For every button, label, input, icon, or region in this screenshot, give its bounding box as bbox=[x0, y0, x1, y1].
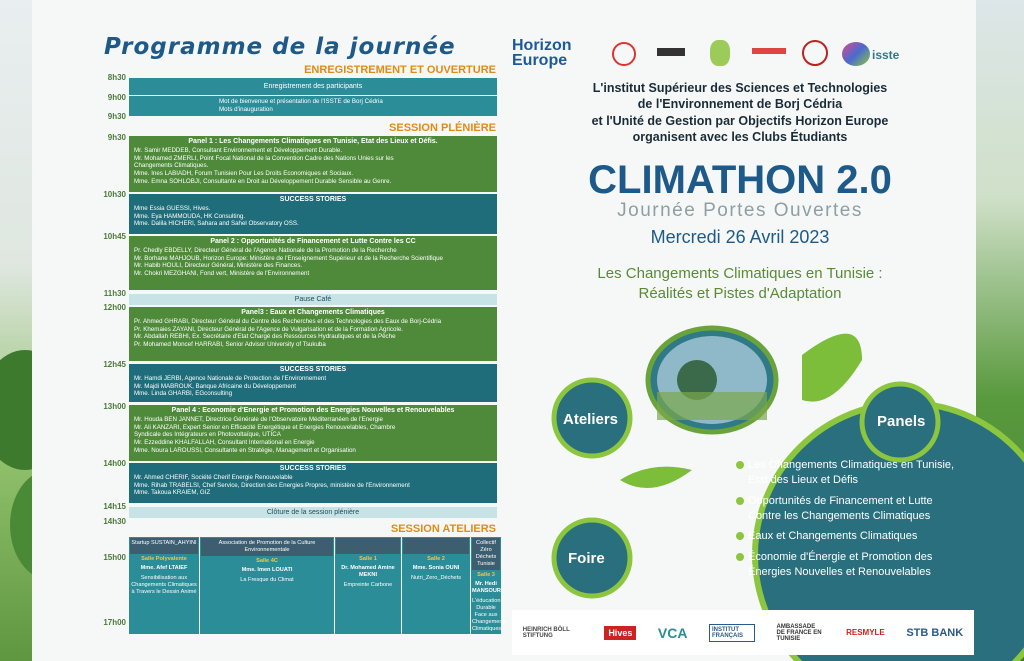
foire-label: Foire bbox=[568, 550, 605, 567]
isste-emblem bbox=[842, 42, 870, 66]
panel2-title: Panel 2 : Opportunités de Financement et Lutte Contre les CC bbox=[210, 238, 416, 245]
time-label: 10h30 bbox=[103, 190, 126, 199]
panel1-block bbox=[129, 136, 497, 192]
leaf-decoration bbox=[620, 467, 692, 488]
panel3-block bbox=[129, 307, 497, 361]
event-date: Mercredi 26 Avril 2023 bbox=[650, 227, 830, 247]
welcome-block bbox=[129, 96, 497, 116]
section-ateliers: SESSION ATELIERS bbox=[390, 523, 496, 535]
partner-logos-top bbox=[512, 38, 952, 72]
speaker-line: Mme. Emna SOHLOBJI, Consultante en Droit au Développement Durable Sensible au Genre. bbox=[134, 177, 392, 185]
speaker-line: Pr. Ahmed GHRABI, Directeur Général du Centre des Recherches et des Technologies des Eaux de Borj-Cédria bbox=[134, 317, 442, 325]
organiser-line: et l'Unité de Gestion par Objectifs Horizon Europe bbox=[591, 113, 889, 128]
atelier-column bbox=[335, 537, 401, 634]
atelier-topic: Nutri_Zero_Déchets bbox=[410, 574, 462, 581]
sponsor-logo: Hives bbox=[604, 626, 636, 640]
speaker-line: Mme. Ines LABIADH, Forum Tunisien Pour Les Droits Economiques et Sociaux. bbox=[134, 170, 354, 177]
time-label: 12h00 bbox=[103, 303, 126, 312]
speaker-line: Mr. Houda BEN JANNET, Directrice Générale de l'Observatoire Méditerranéen de l'Energie bbox=[134, 415, 383, 423]
poster bbox=[32, 0, 976, 661]
speaker-line: Mr. Habib HOULI, Directeur Général, Ministère des Finances. bbox=[134, 262, 303, 270]
atelier-org: Association de Promotion de la Culture Environnementale bbox=[201, 538, 333, 556]
isste-logo: isste bbox=[872, 48, 900, 62]
section-pleniere: SESSION PLÉNIÈRE bbox=[389, 122, 496, 134]
atelier-column bbox=[402, 537, 470, 634]
horizon-europe-logo: Horizon Europe bbox=[512, 37, 572, 70]
time-label: 11h30 bbox=[103, 289, 126, 298]
success-stories-3 bbox=[129, 463, 497, 503]
cloture-text: Clôture de la session plénière bbox=[266, 509, 360, 516]
section-registration: ENREGISTREMENT ET OUVERTURE bbox=[304, 64, 496, 76]
panel-list-item: Eaux et Changements Climatiques bbox=[736, 529, 966, 544]
sponsor-logo: AMBASSADE DE FRANCE EN TUNISIE bbox=[776, 623, 822, 642]
sponsor-logo: VCA bbox=[657, 624, 688, 641]
atelier-speaker: Mme. Afef LTAIEF bbox=[140, 564, 188, 571]
organisers-text bbox=[510, 80, 970, 145]
cloture-block bbox=[129, 507, 497, 518]
pause-block bbox=[129, 294, 497, 305]
registration-text: Enregistrement des participants bbox=[263, 83, 363, 90]
event-theme bbox=[510, 264, 970, 303]
organiser-line: de l'Environnement de Borj Cédria bbox=[637, 97, 843, 112]
speaker-line: Pr. Chedly EBDELLY, Directeur Général de l'Agence Nationale de la Promotion de la Recherche bbox=[134, 246, 397, 254]
success-stories-title: SUCCESS STORIES bbox=[279, 465, 347, 472]
sponsor-logo: RESMYLE bbox=[846, 628, 885, 637]
ateliers-label: Ateliers bbox=[563, 411, 619, 428]
success-stories-1 bbox=[129, 194, 497, 234]
partner-logo bbox=[802, 40, 828, 66]
speaker-line: Mr. Samir MEDDEB, Consultant Environnement et Développement Durable. bbox=[134, 146, 343, 154]
panel4-block bbox=[129, 405, 497, 461]
speaker-line: Mr. Hamdi JERBI, Agence Nationale de Protection de l'Environnement bbox=[134, 374, 327, 382]
atelier-org bbox=[336, 538, 400, 554]
atelier-speaker: Dr. Mohamed Amine MEKNI bbox=[341, 564, 395, 578]
atelier-room: Salle Polyvalente bbox=[141, 556, 187, 562]
sponsor-logos bbox=[512, 610, 974, 655]
atelier-org bbox=[403, 538, 469, 554]
sponsor-logo: HEINRICH BÖLL STIFTUNG bbox=[522, 626, 570, 639]
atelier-speaker: Mme. Sonia OUNI bbox=[412, 564, 460, 571]
theme-line: Les Changements Climatiques en Tunisie : bbox=[597, 265, 883, 282]
event-name: CLIMATHON 2.0 bbox=[588, 158, 892, 202]
sponsor-logo: STB BANK bbox=[906, 626, 964, 639]
grass-image bbox=[657, 392, 767, 420]
programme-column bbox=[32, 0, 507, 661]
speaker-line: Mme Essia GUESSI, Hives. bbox=[134, 204, 211, 212]
atelier-column bbox=[200, 537, 334, 634]
speaker-line: Changements Climatiques. bbox=[134, 162, 209, 170]
atelier-column bbox=[129, 537, 199, 634]
atelier-speaker: Mr. Hedi MANSOUR bbox=[472, 580, 501, 594]
atelier-column bbox=[471, 537, 507, 634]
speaker-line: Syndicale des Intégrateurs en Photovoltaïque, UTICA bbox=[134, 431, 281, 439]
programme-title: Programme de la journée bbox=[104, 34, 456, 60]
atelier-topic: Sensibilisation aux Changements Climatiques à Travers le Dessin Animé bbox=[131, 574, 197, 595]
speaker-line: Mr. Ezzeddine KHALFALLAH, Consultant International en Energie bbox=[134, 439, 315, 446]
panel3-title: Panel3 : Eaux et Changements Climatiques bbox=[241, 309, 385, 316]
panels-list bbox=[736, 458, 966, 586]
time-label: 9h00 bbox=[107, 93, 126, 102]
atelier-room: Salle 4C bbox=[256, 557, 278, 564]
time-label: 14h30 bbox=[103, 517, 126, 526]
ateliers-grid bbox=[129, 537, 507, 632]
speaker-line: Mr. Chokri MEZGHANI, Fond vert, Ministère de l'Environnement bbox=[134, 270, 310, 277]
panel2-block bbox=[129, 236, 497, 290]
speaker-line: Mme. Dalila HICHERI, Sahara and Sahel Observatory OSS. bbox=[134, 220, 299, 228]
atelier-org: Collectif Zéro Déchets Tunisie bbox=[472, 538, 500, 570]
speaker-line: Pr. Khemaies ZAYANI, Directeur Général de l'Agence de Vulgarisation et de la Formation Agricole. bbox=[134, 325, 403, 333]
success-stories-title: SUCCESS STORIES bbox=[279, 196, 347, 203]
time-label: 17h00 bbox=[103, 618, 126, 627]
atelier-room: Salle 2 bbox=[427, 556, 445, 562]
speaker-line: Mr. Borhane MAHJOUB, Horizon Europe: Ministère de l'Enseignement Supérieur et de la Recherche Scientifique bbox=[134, 254, 443, 262]
partner-logo bbox=[710, 40, 730, 66]
time-label: 14h00 bbox=[103, 459, 126, 468]
partner-logo bbox=[657, 48, 685, 56]
time-label: 9h30 bbox=[107, 112, 126, 121]
time-label: 12h45 bbox=[103, 360, 126, 369]
atelier-topic: L'éducation Durable Face aux Changements Climatiques bbox=[472, 597, 507, 632]
time-label: 10h45 bbox=[103, 232, 126, 241]
organiser-line: organisent avec les Clubs Étudiants bbox=[632, 129, 848, 144]
time-label: 9h30 bbox=[107, 133, 126, 142]
leaf-decoration bbox=[802, 334, 862, 402]
time-label: 13h00 bbox=[103, 402, 126, 411]
speaker-line: Mme. Rihab TRABELSI, Chef Service, Direction des Energies Propres, ministère de l'Environnement bbox=[134, 481, 410, 489]
event-subtitle: Journée Portes Ouvertes bbox=[617, 200, 863, 221]
speaker-line: Pr. Mohamed Moncef HARRABI, Senior Advisor University of Tsukuba bbox=[134, 341, 326, 348]
atelier-room: Salle 1 bbox=[359, 556, 377, 562]
success-stories-2 bbox=[129, 364, 497, 402]
success-stories-title: SUCCESS STORIES bbox=[279, 366, 347, 373]
speaker-line: Mr. Abdallah REBHI, Ex. Secrétaire d'Etat Chargé des Ressources Hydrauliques et de la Pêche bbox=[134, 333, 396, 341]
partner-logo bbox=[752, 48, 786, 54]
speaker-line: Mme. Linda GHARBI, EGconsulting bbox=[134, 390, 233, 398]
time-label: 15h00 bbox=[103, 553, 126, 562]
speaker-line: Mr. Ali KANZARI, Expert Senior en Efficacité Energétique et Energies Renouvelables, Chambre bbox=[134, 423, 396, 431]
pause-text: Pause Café bbox=[294, 296, 332, 303]
speaker-line: Mr. Majdi MABROUK, Banque Africaine du Développement bbox=[134, 382, 296, 390]
panel-list-item: Opportunités de Financement et Lutte Contre les Changements Climatiques bbox=[736, 494, 966, 524]
theme-line: Réalités et Pistes d'Adaptation bbox=[638, 284, 842, 302]
atelier-topic: La Fresque du Climat bbox=[240, 576, 294, 583]
panel-list-item: Les Changements Climatiques en Tunisie, Etat des Lieux et Défis bbox=[736, 458, 966, 488]
speaker-line: Mme. Takoua KRAIEM, GIZ bbox=[134, 489, 211, 497]
welcome-line: Mots d'inauguration bbox=[219, 105, 273, 113]
atelier-org: Startup SUSTAIN_AHYINI bbox=[130, 538, 198, 554]
panel1-title: Panel 1 : Les Changements Climatiques en Tunisie, Etat des Lieux et Défis. bbox=[188, 138, 438, 145]
atelier-topic: Empreinte Carbone bbox=[343, 581, 393, 588]
speaker-line: Mme. Eya HAMMOUDA, HK Consulting. bbox=[134, 212, 246, 220]
organiser-line: L'institut Supérieur des Sciences et Technologies bbox=[592, 81, 888, 95]
speaker-line: Mr. Mohamed ZMERLI, Point Focal National de la Convention Cadre des Nations Unies sur les bbox=[134, 154, 394, 162]
time-label: 14h15 bbox=[103, 502, 126, 511]
panel-list-item: Économie d'Énergie et Promotion des Énergies Nouvelles et Renouvelables bbox=[736, 550, 966, 580]
panels-label: Panels bbox=[877, 413, 926, 430]
partner-logo bbox=[612, 42, 636, 66]
speaker-line: Mme. Noura LAROUSSI, Consultante en Stratégie, Management et Organisation bbox=[134, 446, 356, 454]
speaker-line: Mr. Ahmed CHERIF, Société Cherif Energie Renouvelable bbox=[134, 473, 293, 481]
registration-block bbox=[129, 78, 497, 95]
panel4-title: Panel 4 : Economie d'Energie et Promotion des Energies Nouvelles et Renouvelables bbox=[171, 407, 455, 414]
sponsor-logo: INSTITUT FRANÇAIS bbox=[709, 624, 755, 642]
time-label: 8h30 bbox=[107, 73, 126, 82]
atelier-room: Salle 3 bbox=[477, 571, 495, 578]
welcome-line: Mot de bienvenue et présentation de l'ISSTE de Borj Cédria bbox=[219, 98, 383, 105]
atelier-speaker: Mme. Imen LOUATI bbox=[241, 566, 293, 573]
